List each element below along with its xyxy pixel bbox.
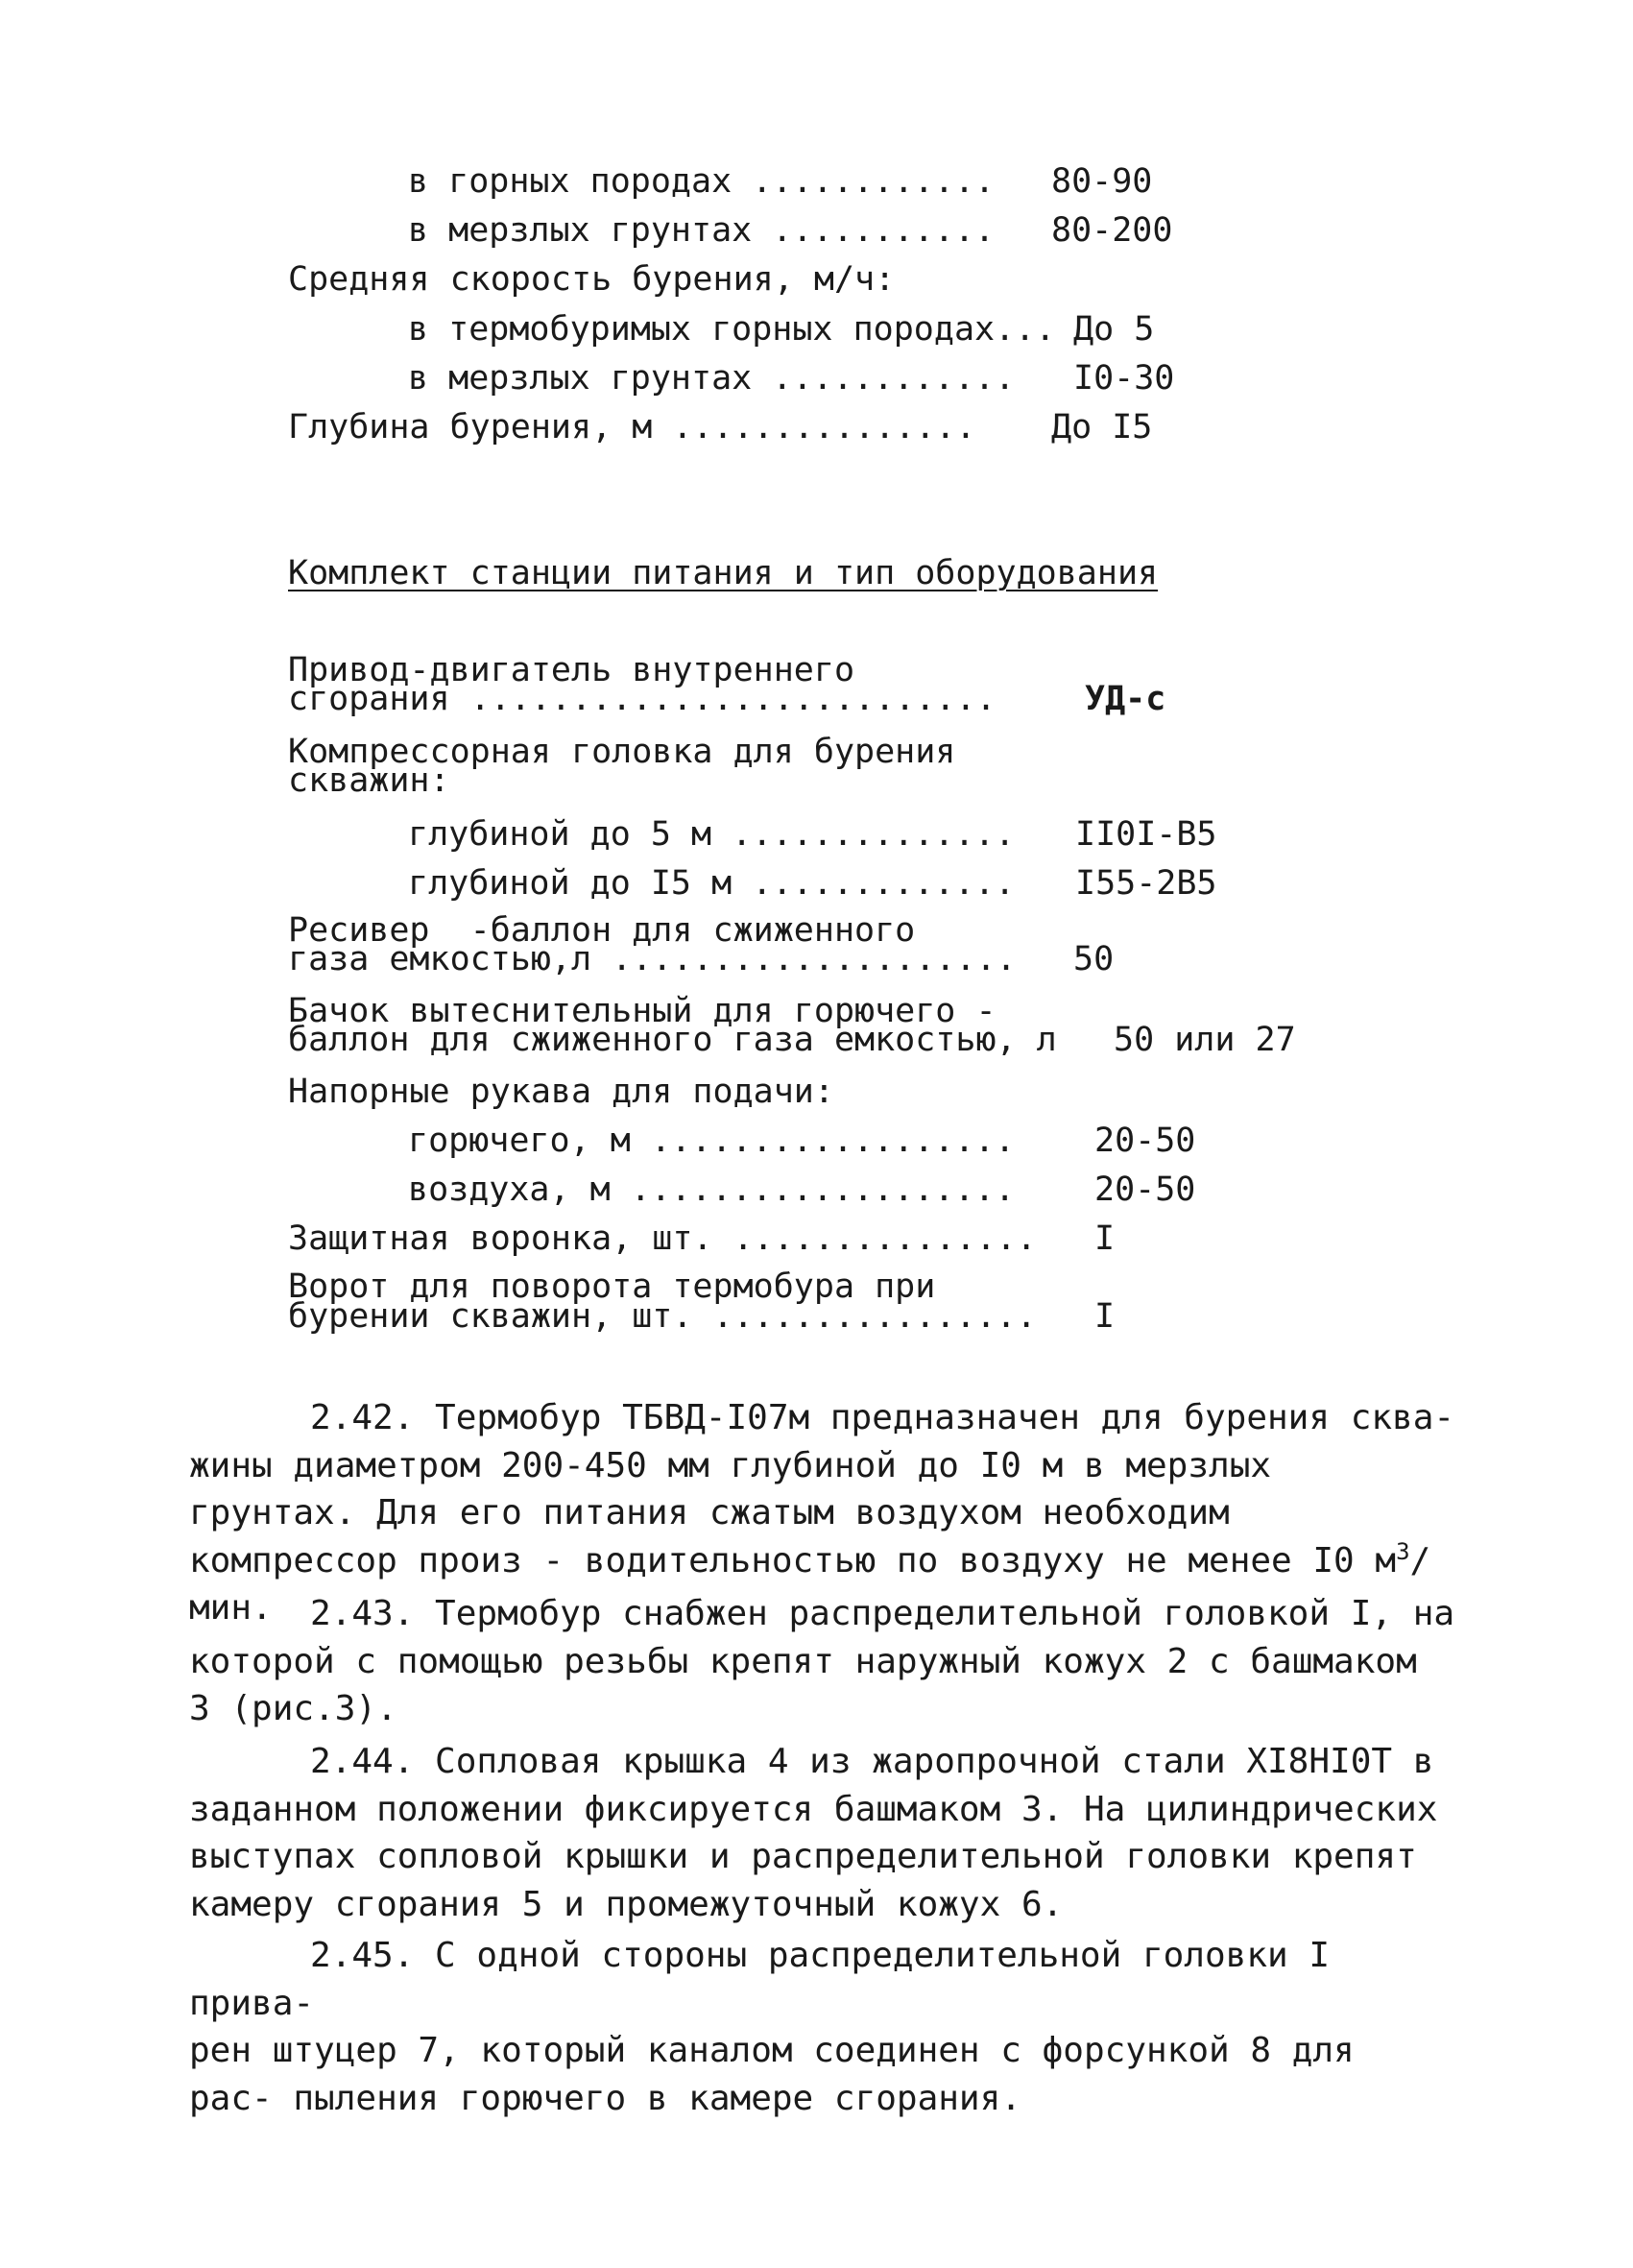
paragraph-body: рен штуцер 7, который каналом соединен с форсункой 8 для рас- пыления горючего в камере сгорания.: [189, 2031, 1355, 2118]
equipment-label: Защитная воронка, шт. ...............: [288, 1219, 1037, 1258]
spec-value: 80-90: [1051, 162, 1153, 201]
spec-label: в термобуримых горных породах...: [408, 310, 1056, 349]
equipment-value: II0I-В5: [1075, 815, 1217, 854]
equipment-label: баллон для сжиженного газа емкостью, л: [288, 1021, 1057, 1059]
equipment-label: сгорания ..........................: [288, 680, 997, 718]
section-title: Комплект станции питания и тип оборудования: [288, 554, 1159, 592]
paragraph-2-44: [189, 1738, 1456, 1928]
equipment-label: Ворот для поворота термобура при: [288, 1267, 936, 1306]
paragraph-first-line: 2.44. Сопловая крышка 4 из жаропрочной стали XI8HI0T в: [310, 1742, 1434, 1781]
equipment-label: бурении скважин, шт. ................: [288, 1297, 1037, 1336]
equipment-value: 50: [1073, 940, 1115, 978]
equipment-label: воздуха, м ...................: [408, 1170, 1016, 1209]
paragraph-first-line: 2.45. С одной стороны распределительной головки I прива-: [189, 1936, 1331, 2023]
equipment-label: Компрессорная головка для бурения: [288, 733, 956, 771]
spec-label: Средняя скорость бурения, м/ч:: [288, 260, 896, 299]
equipment-value: I: [1094, 1297, 1116, 1336]
paragraph-2-45: [189, 1932, 1456, 2122]
equipment-label: Ресивер -баллон для сжиженного: [288, 911, 916, 950]
equipment-label: Привод-двигатель внутреннего: [288, 651, 855, 689]
equipment-value: I55-2В5: [1075, 864, 1217, 903]
paragraph-body: заданном положении фиксируется башмаком 3. На цилиндрических выступах сопловой крышки и распределительной головки крепят камеру сгорания 5 и промежуточный кожух 6.: [189, 1789, 1438, 1924]
paragraph-first-line: 2.42. Термобур ТБВД-I07м предназначен для бурения сква-: [310, 1398, 1455, 1437]
spec-value: До I5: [1051, 408, 1153, 446]
spec-label: в горных породах ............: [408, 162, 996, 201]
equipment-value: 50 или 27: [1114, 1021, 1296, 1059]
spec-label: в мерзлых грунтах ............: [408, 359, 1016, 398]
equipment-value: I: [1094, 1219, 1116, 1258]
spec-value: 80-200: [1051, 211, 1173, 250]
paragraph-body: которой с помощью резьбы крепят наружный кожух 2 с башмаком 3 (рис.3).: [189, 1641, 1417, 1728]
paragraph-2-43: [189, 1590, 1456, 1733]
spec-label: Глубина бурения, м ...............: [288, 408, 976, 446]
equipment-label: горючего, м ..................: [408, 1122, 1016, 1160]
equipment-value: УД-с: [1085, 680, 1166, 718]
spec-value: I0-30: [1073, 359, 1175, 398]
equipment-label: Бачок вытеснительный для горючего -: [288, 992, 997, 1030]
spec-value: До 5: [1073, 310, 1155, 349]
equipment-label: Напорные рукава для подачи:: [288, 1073, 834, 1111]
paragraph-first-line: 2.43. Термобур снабжен распределительной головкой I, на: [310, 1594, 1455, 1633]
superscript: 3: [1396, 1537, 1410, 1565]
equipment-value: 20-50: [1094, 1170, 1196, 1209]
equipment-value: 20-50: [1094, 1122, 1196, 1160]
equipment-label: скважин:: [288, 761, 450, 800]
spec-label: в мерзлых грунтах ...........: [408, 211, 996, 250]
paragraph-body: жины диаметром 200-450 мм глубиной до I0 м в мерзлых грунтах. Для его питания сжатым воздухом необходим компрессор произ - водительностью по воздуху не менее I0 м: [189, 1445, 1397, 1580]
equipment-label: глубиной до I5 м .............: [408, 864, 1016, 903]
paragraph-tail: /мин.: [189, 1540, 1431, 1628]
equipment-label: газа емкостью,л ....................: [288, 940, 1017, 978]
equipment-label: глубиной до 5 м ..............: [408, 815, 1016, 854]
